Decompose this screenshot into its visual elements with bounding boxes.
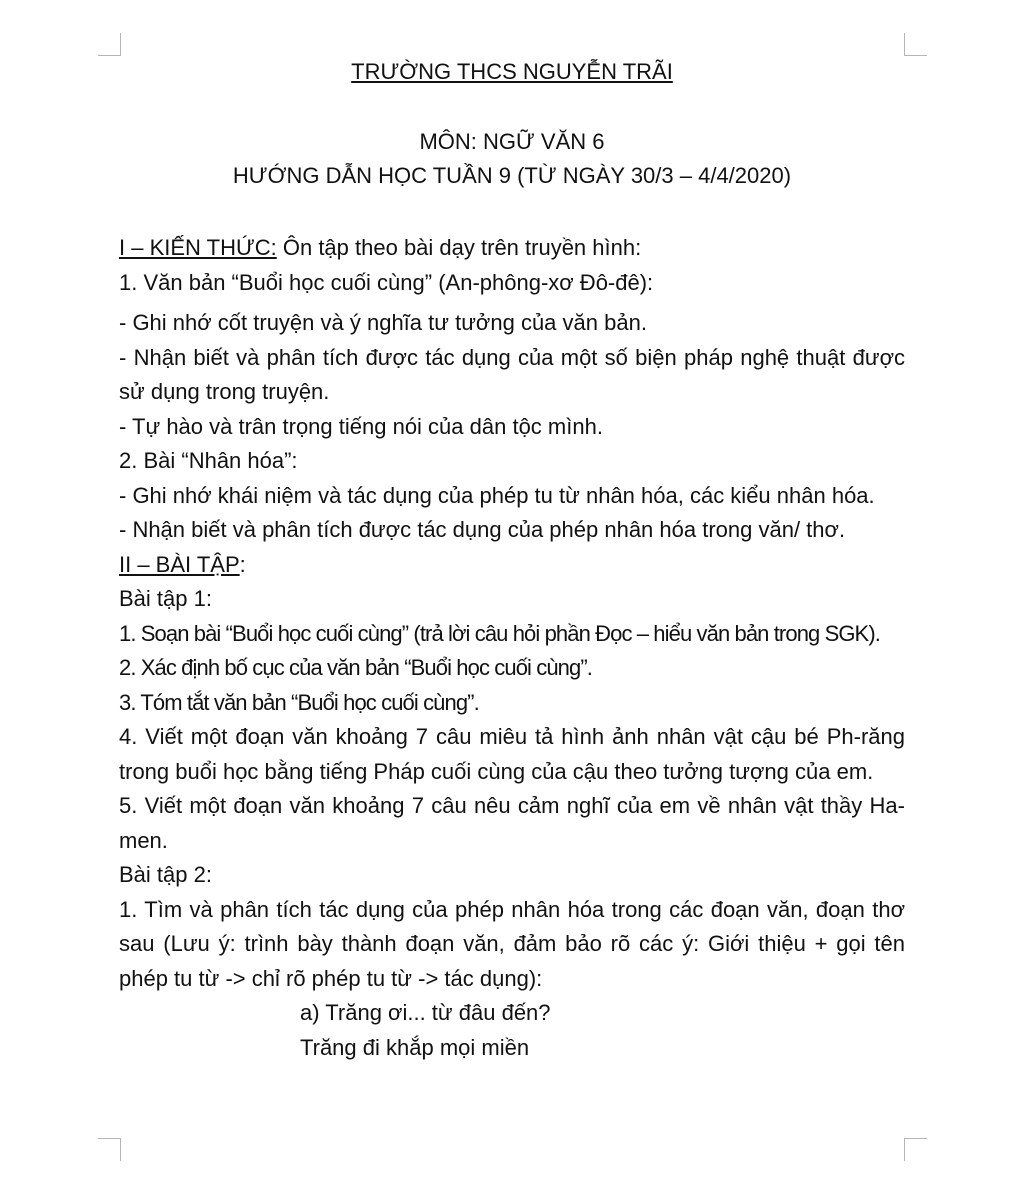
exercise1-item: 2. Xác định bố cục của văn bản “Buổi học cuối cùng”. (119, 655, 592, 680)
exercise1-title: Bài tập 1 (119, 586, 206, 611)
item1-title: 1. Văn bản “Buổi học cuối cùng” (An-phông-xơ Đô-đê): (119, 269, 654, 295)
exercise1-colon: : (205, 586, 212, 611)
document-body (119, 231, 905, 1065)
item2-point: - Ghi nhớ khái niệm và tác dụng của phép tu từ nhân hóa, các kiểu nhân hóa. (119, 482, 875, 508)
exercise2-colon: : (205, 862, 212, 887)
item1-point: - Ghi nhớ cốt truyện và ý nghĩa tư tưởng của văn bản. (119, 310, 647, 335)
section1-heading-line (119, 231, 905, 266)
item1-point: - Tự hào và trân trọng tiếng nói của dân tộc mình. (119, 413, 603, 439)
section1-heading: I – KIẾN THỨC: (119, 235, 277, 260)
item2-title: 2. Bài “Nhân hóa”: (119, 448, 298, 473)
exercise2-item: 1. Tìm và phân tích tác dụng của phép nhân hóa trong các đoạn văn, đoạn thơ sau (Lưu ý: trình bày thành đoạn văn, đảm bảo rõ các ý: Giới thiệu + gọi tên phép tu từ -> chỉ rõ phép tu từ -> tác dụng): (119, 896, 905, 991)
crop-mark-top-left (98, 33, 121, 56)
section1-intro: Ôn tập theo bài dạy trên truyền hình: (276, 235, 642, 260)
crop-mark-bottom-left (98, 1138, 121, 1161)
crop-mark-bottom-right (904, 1138, 927, 1161)
exercise1-title-line (119, 582, 905, 617)
exercise1-item: 4. Viết một đoạn văn khoảng 7 câu miêu tả hình ảnh nhân vật cậu bé Ph-răng trong buổi học bằng tiếng Pháp cuối cùng của cậu theo tưởng tượng của em. (119, 724, 905, 784)
exercise1-item: 3. Tóm tắt văn bản “Buổi học cuối cùng”. (119, 689, 479, 715)
exercise1-item: 1. Soạn bài “Buổi học cuối cùng” (trả lời câu hỏi phần Đọc – hiểu văn bản trong SGK). (119, 620, 880, 646)
school-title: TRƯỜNG THCS NGUYỄN TRÃI (351, 59, 673, 84)
item2-point: - Nhận biết và phân tích được tác dụng của phép nhân hóa trong văn/ thơ. (119, 517, 846, 542)
exercise1-item: 5. Viết một đoạn văn khoảng 7 câu nêu cảm nghĩ của em về nhân vật thầy Ha-men. (119, 793, 905, 853)
exercise2-title-line (119, 858, 905, 893)
crop-mark-top-right (904, 33, 927, 56)
exercise2-title: Bài tập 2 (119, 862, 206, 887)
section2-heading: II – BÀI TẬP (119, 551, 240, 577)
poem-line: Trăng đi khắp mọi miền (300, 1034, 530, 1060)
week-title: HƯỚNG DẪN HỌC TUẦN 9 (TỪ NGÀY 30/3 – 4/4/2020) (232, 163, 792, 188)
item1-point: - Nhận biết và phân tích được tác dụng của một số biện pháp nghệ thuật được sử dụng trong truyện. (119, 344, 905, 404)
section2-heading-line (119, 548, 905, 583)
subject-title: MÔN: NGỮ VĂN 6 (419, 129, 605, 154)
section2-heading-colon: : (239, 551, 246, 577)
poem-line: a) Trăng ơi... từ đâu đến? (300, 1000, 551, 1025)
